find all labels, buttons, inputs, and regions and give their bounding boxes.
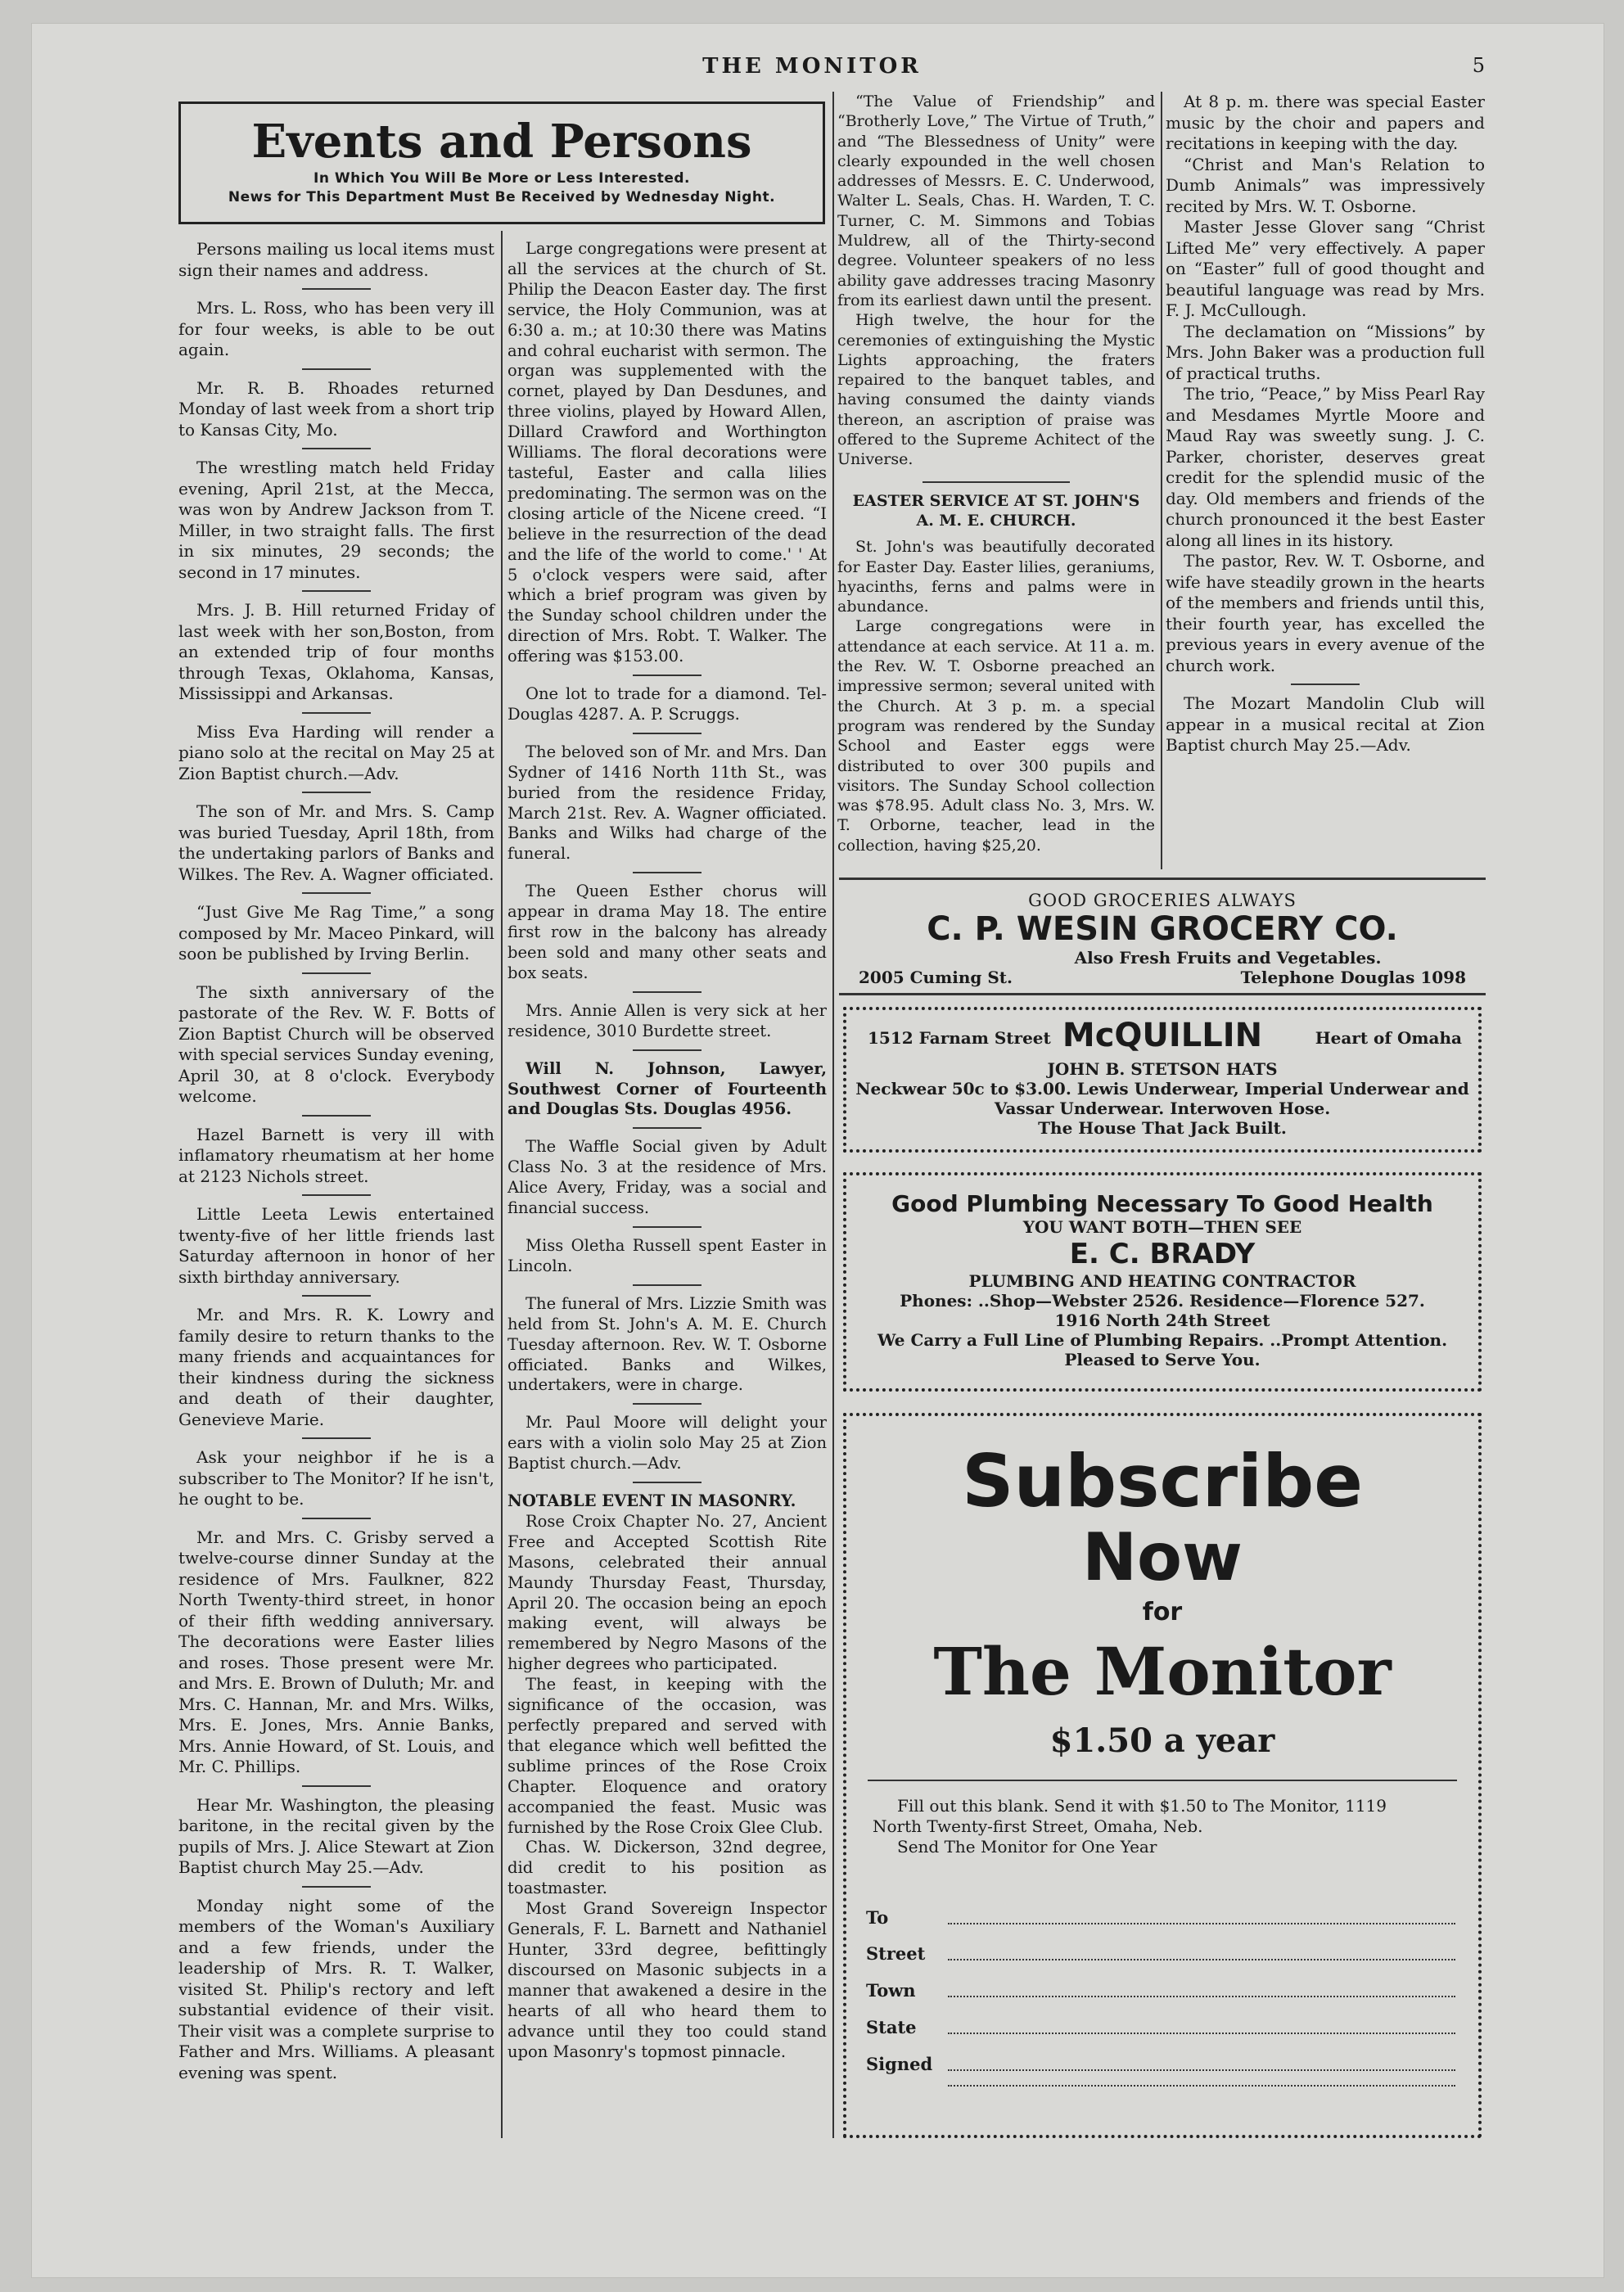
news-item: The funeral of Mrs. Lizzie Smith was held from St. John's A. M. E. Church Tuesday afternoon. Rev. W. T. Osborne officiated. Banks and Wilkes, undertakers, were in charge.: [508, 1293, 827, 1395]
news-item: Miss Oletha Russell spent Easter in Lincoln.: [508, 1235, 827, 1275]
news-item: Hear Mr. Washington, the pleasing baritone, in the recital given by the pupils of Mrs. J. Alice Stewart at Zion Baptist church May 25.—Adv.: [178, 1794, 494, 1877]
separator: [633, 1284, 701, 1286]
news-column-1: [178, 239, 494, 2083]
separator: [302, 792, 371, 793]
grocery-address: 2005 Cuming St.: [859, 968, 1013, 987]
news-item: “Just Give Me Rag Time,” a song composed by Mr. Maceo Pinkard, will soon be published by Irving Berlin.: [178, 902, 494, 963]
subscribe-field-town[interactable]: Town: [866, 1980, 1455, 2001]
mcquillin-ad: [843, 1007, 1482, 1153]
mcquillin-line: Vassar Underwear. Interwoven Hose.: [994, 1099, 1331, 1118]
separator: [633, 991, 701, 993]
column-2-items: [508, 239, 827, 1474]
separator: [633, 1127, 701, 1129]
news-column-2: [508, 239, 827, 2062]
easter-paragraph: The declamation on “Missions” by Mrs. John Baker was a production full of practical truths.: [1166, 321, 1485, 383]
separator: [633, 1403, 701, 1405]
horizontal-rule: [839, 993, 1486, 995]
brady-line: We Carry a Full Line of Plumbing Repairs. ..Prompt Attention.: [877, 1330, 1448, 1350]
separator: [302, 1194, 371, 1196]
news-item: One lot to trade for a diamond. Tel- Douglas 4287. A. P. Scruggs.: [508, 684, 827, 724]
easter-paragraph: Large congregations were in attendance at each service. At 11 a. m. the Rev. W. T. Osborne preached an impressive sermon; several united with the Church. At 3 p. m. a special program was rendered by the Sunday School and Easter eggs were distributed to over 300 pupils and visitors. The Sunday School collection was $78.95. Adult class No. 3, Mrs. W. T. Orborne, teacher, lead in the collection, having $25,20.: [837, 617, 1155, 855]
news-item: Mr. Paul Moore will delight your ears with a violin solo May 25 at Zion Baptist church.—Adv.: [508, 1413, 827, 1473]
grocery-line: Also Fresh Fruits and Vegetables.: [1074, 948, 1382, 968]
masonry-paragraph: Rose Croix Chapter No. 27, Ancient Free and Accepted Scottish Rite Masons, celebrated their annual Maundy Thursday Feast, Thursday, April 20. The occasion being an epoch making event, will always be remembered by Negro Masons of the higher degrees who participated.: [508, 1511, 827, 1674]
news-item: Persons mailing us local items must sign their names and address.: [178, 239, 494, 280]
masonry-article-continued: [837, 92, 1155, 470]
easter-paragraph: The pastor, Rev. W. T. Osborne, and wife have steadily grown in the hearts of the members and friends until this, their fourth year, has excelled the previous years in every avenue of the church work.: [1166, 551, 1485, 675]
easter-paragraph: St. John's was beautifully decorated for Easter Day. Easter lilies, geraniums, hyacinths, ferns and palms were in abundance.: [837, 538, 1155, 616]
masonry-paragraph: Chas. W. Dickerson, 32nd degree, did credit to his position as toastmaster.: [508, 1838, 827, 1898]
separator: [302, 1886, 371, 1888]
mcquillin-address: 1512 Farnam Street: [868, 1028, 1051, 1048]
brady-line: 1916 North 24th Street: [1054, 1311, 1270, 1330]
news-item: Hazel Barnett is very ill with inflamatory rheumatism at her home at 2123 Nichols street.: [178, 1124, 494, 1186]
masonry-article: [508, 1512, 827, 2062]
news-item: The wrestling match held Friday evening, April 21st, at the Mecca, was won by Andrew Jackson from T. Miller, in two straight falls. The first in six minutes, 29 seconds; the second in 17 minutes.: [178, 458, 494, 582]
separator: [302, 892, 371, 894]
brady-line: Phones: ..Shop—Webster 2526. Residence—Florence 527.: [900, 1291, 1425, 1311]
news-column-3: [837, 92, 1155, 855]
news-item: Mr. and Mrs. C. Grisby served a twelve-course dinner Sunday at the residence of Mrs. Faulkner, 822 North Twenty-third street, in honor of their fifth wedding anniversary. The decorations were Easter lilies and roses. Those present were Mr. and Mrs. E. Brown of Duluth; Mr. and Mrs. C. Hannan, Mr. and Mrs. Wilks, Mrs. E. Jones, Mrs. Annie Banks, Mrs. Annie Howard, of St. Louis, and Mr. C. Phillips.: [178, 1527, 494, 1776]
brady-line: Pleased to Serve You.: [1064, 1350, 1261, 1369]
separator: [633, 675, 701, 676]
subscribe-field-street[interactable]: Street: [866, 1943, 1455, 1964]
news-item: The sixth anniversary of the pastorate of the Rev. W. F. Botts of Zion Baptist Church will be observed with special services Sunday evening, April 30, at 8 o'clock. Everybody welcome.: [178, 981, 494, 1106]
news-item: The son of Mr. and Mrs. S. Camp was buried Tuesday, April 18th, from the undertaking parlors of Banks and Wilkes. The Rev. A. Wagner officiated.: [178, 801, 494, 884]
subscribe-headline: Now: [1082, 1519, 1243, 1595]
masonry-paragraph: “The Value of Friendship” and “Brotherly Love,” The Virtue of Truth,” and “The Blessedness of Unity” were clearly expounded in the well chosen addresses of Messrs. E. C. Underwood, Walter L. Seals, Chas. H. Warden, T. C. Turner, C. M. Simmons and Tobias Muldrew, all of the Thirty-second degree. Volunteer speakers of no less ability gave addresses tracing Masonry from its earliest dawn until the present.: [837, 92, 1155, 309]
brady-line: YOU WANT BOTH—THEN SEE: [1022, 1217, 1302, 1237]
news-item: Ask your neighbor if he is a subscriber to The Monitor? If he isn't, he ought to be.: [178, 1447, 494, 1509]
section-subtitle: News for This Department Must Be Received by Wednesday Night.: [228, 189, 776, 205]
horizontal-rule: [839, 878, 1486, 880]
news-item: The Queen Esther chorus will appear in drama May 18. The entire first row in the balcony has already been sold and many other seats and box seats.: [508, 882, 827, 982]
separator: [1291, 684, 1360, 685]
brady-line: PLUMBING AND HEATING CONTRACTOR: [968, 1271, 1356, 1291]
news-item: Large congregations were present at all the services at the church of St. Philip the Deacon Easter day. The first service, the Holy Communion, was at 6:30 a. m.; at 10:30 there was Matins and cohral eucharist with sermon. The organ was supplemented with the cornet, played by Dan Desdunes, and three violins, played by Howard Allen, Dillard Crawford and Worthington Williams. The floral decorations were tasteful, Easter and calla lilies predominating. The sermon was on the closing article of the Nicene creed. “I believe in the resurrection of the dead and the life of the world to come.' ' At 5 o'clock vespers were said, after which a brief program was given by the Sunday school children under the direction of Mrs. Robt. T. Walker. The offering was $153.00.: [508, 239, 827, 666]
news-column-4: [1166, 92, 1485, 756]
news-item: Mrs. L. Ross, who has been very ill for four weeks, is able to be out again.: [178, 298, 494, 359]
grocery-name: C. P. WESIN GROCERY CO.: [927, 910, 1398, 948]
subscribe-instructions: North Twenty-first Street, Omaha, Neb.: [873, 1816, 1203, 1836]
column-rule: [1161, 92, 1162, 869]
subscribe-field-to[interactable]: To: [866, 1907, 1455, 1928]
easter-heading: EASTER SERVICE AT ST. JOHN'S: [852, 491, 1140, 510]
easter-article: [837, 537, 1155, 855]
subscribe-instructions: Fill out this blank. Send it with $1.50 to The Monitor, 1119: [897, 1796, 1387, 1816]
masonry-paragraph: High twelve, the hour for the ceremonies of extinguishing the Mystic Lights approaching, the fraters repaired to the banquet tables, and having consumed the dainty viands thereon, an ascription of praise was offered to the Supreme Achitect of the Universe.: [837, 311, 1155, 469]
subscribe-price: $1.50 a year: [1049, 1721, 1275, 1760]
separator: [633, 872, 701, 873]
separator: [302, 1295, 371, 1297]
news-item: Monday night some of the members of the Woman's Auxiliary and a few friends, under the leadership of Mrs. R. T. Walker, visited St. Philip's rectory and left substantial evidence of their visit. Their visit was a complete surprise to Father and Mrs. Williams. A pleasant evening was spent.: [178, 1895, 494, 2082]
easter-paragraph: The trio, “Peace,” by Miss Pearl Ray and Mesdames Myrtle Moore and Maud Ray was sweetly sung. J. C. Parker, chorister, deserves great credit for the splendid music of the day. Old members and friends of the church pronounced it the best Easter along all lines in its history.: [1166, 384, 1485, 550]
news-item: Mr. and Mrs. R. K. Lowry and family desire to return thanks to the many friends and acquaintances for their kindness during the sickness and death of their daughter, Genevieve Marie.: [178, 1305, 494, 1429]
separator: [302, 712, 371, 714]
page-header: [0, 54, 1624, 82]
separator: [302, 590, 371, 592]
mcquillin-name: McQUILLIN: [1062, 1017, 1263, 1054]
masthead: THE MONITOR: [702, 54, 922, 79]
news-item: Mr. R. B. Rhoades returned Monday of last week from a short trip to Kansas City, Mo.: [178, 377, 494, 440]
subscribe-for: for: [1142, 1598, 1183, 1627]
masonry-heading: NOTABLE EVENT IN MASONRY.: [508, 1491, 796, 1511]
separator: [302, 368, 371, 370]
brady-headline: Good Plumbing Necessary To Good Health: [891, 1190, 1433, 1217]
mcquillin-line: JOHN B. STETSON HATS: [1047, 1059, 1278, 1079]
news-item: Little Leeta Lewis entertained twenty-five of her little friends last Saturday afternoon in honor of her sixth birthday anniversary.: [178, 1204, 494, 1287]
news-item: The beloved son of Mr. and Mrs. Dan Sydner of 1416 North 11th St., was buried from the residence Friday, March 21st. Rev. A. Wagner officiated. Banks and Wilks had charge of the funeral.: [508, 742, 827, 864]
separator: [633, 1049, 701, 1051]
brady-name: E. C. BRADY: [1069, 1238, 1256, 1270]
section-title: Events and Persons: [251, 115, 752, 169]
subscribe-paper-name: The Monitor: [933, 1633, 1392, 1710]
separator: [302, 1115, 371, 1117]
news-item: Miss Eva Harding will render a piano solo at the recital on May 25 at Zion Baptist church.—Adv.: [178, 721, 494, 783]
column-rule: [501, 231, 503, 2138]
separator: [302, 1518, 371, 1519]
mcquillin-tagline: Heart of Omaha: [1315, 1028, 1462, 1048]
grocery-tagline: GOOD GROCERIES ALWAYS: [1028, 891, 1297, 910]
page-number: 5: [1472, 54, 1485, 77]
easter-paragraph: “Christ and Man's Relation to Dumb Animals” was impressively recited by Mrs. W. T. Osborne.: [1166, 154, 1485, 216]
news-item: The Waffle Social given by Adult Class No. 3 at the residence of Mrs. Alice Avery, Friday, was a social and financial success.: [508, 1137, 827, 1218]
subscribe-headline: Subscribe: [962, 1439, 1363, 1523]
brady-ad: [843, 1172, 1482, 1392]
grocery-phone: Telephone Douglas 1098: [1240, 968, 1466, 987]
separator: [302, 1437, 371, 1439]
news-item: Will N. Johnson, Lawyer, Southwest Corner of Fourteenth and Douglas Sts. Douglas 4956.: [508, 1058, 827, 1119]
masonry-paragraph: The feast, in keeping with the significance of the occasion, was perfectly prepared and served with that elegance which well befitted the sublime princes of the Rose Croix Chapter. Eloquence and oratory accompanied the feast. Music was furnished by the Rose Croix Glee Club.: [508, 1675, 827, 1837]
easter-article-continued: [1166, 92, 1485, 676]
news-item: Mrs. Annie Allen is very sick at her residence, 3010 Burdette street.: [508, 1000, 827, 1040]
separator: [302, 288, 371, 290]
news-item: Mrs. J. B. Hill returned Friday of last week with her son,Boston, from an extended trip of four months through Texas, Oklahoma, Kansas, Mississippi and Arkansas.: [178, 600, 494, 703]
section-subtitle: In Which You Will Be More or Less Interested.: [314, 170, 690, 187]
easter-paragraph: At 8 p. m. there was special Easter music by the choir and papers and recitations in keeping with the day.: [1166, 92, 1485, 153]
events-and-persons-box: [178, 102, 825, 224]
subscribe-field-state[interactable]: State: [866, 2017, 1455, 2037]
grocery-ad: [839, 891, 1486, 989]
separator: [302, 448, 371, 449]
separator: [302, 972, 371, 974]
column-rule: [832, 92, 834, 2138]
mozart-notice: The Mozart Mandolin Club will appear in a musical recital at Zion Baptist church May 25.—Adv.: [1166, 693, 1485, 755]
subscribe-field-signed[interactable]: Signed: [866, 2054, 1455, 2074]
easter-paragraph: Master Jesse Glover sang “Christ Lifted Me” very effectively. A paper on “Easter” full of good thought and beautiful language was read by Mrs. F. J. McCullough.: [1166, 217, 1485, 320]
separator: [633, 1482, 701, 1483]
separator: [633, 1226, 701, 1228]
separator: [633, 733, 701, 734]
mcquillin-line: The House That Jack Built.: [1038, 1118, 1287, 1138]
easter-heading: A. M. E. CHURCH.: [916, 511, 1076, 530]
separator: [923, 481, 1070, 483]
subscribe-instructions: Send The Monitor for One Year: [897, 1837, 1157, 1857]
separator: [302, 1785, 371, 1787]
mcquillin-line: Neckwear 50c to $3.00. Lewis Underwear, Imperial Underwear and: [855, 1079, 1469, 1099]
masonry-paragraph: Most Grand Sovereign Inspector Generals, F. L. Barnett and Nathaniel Hunter, 33rd degree, befittingly discoursed on Masonic subjects in a manner that awakened a desire in the hearts of all who heard them to advance until they too could stand upon Masonry's topmost pinnacle.: [508, 1899, 827, 2061]
